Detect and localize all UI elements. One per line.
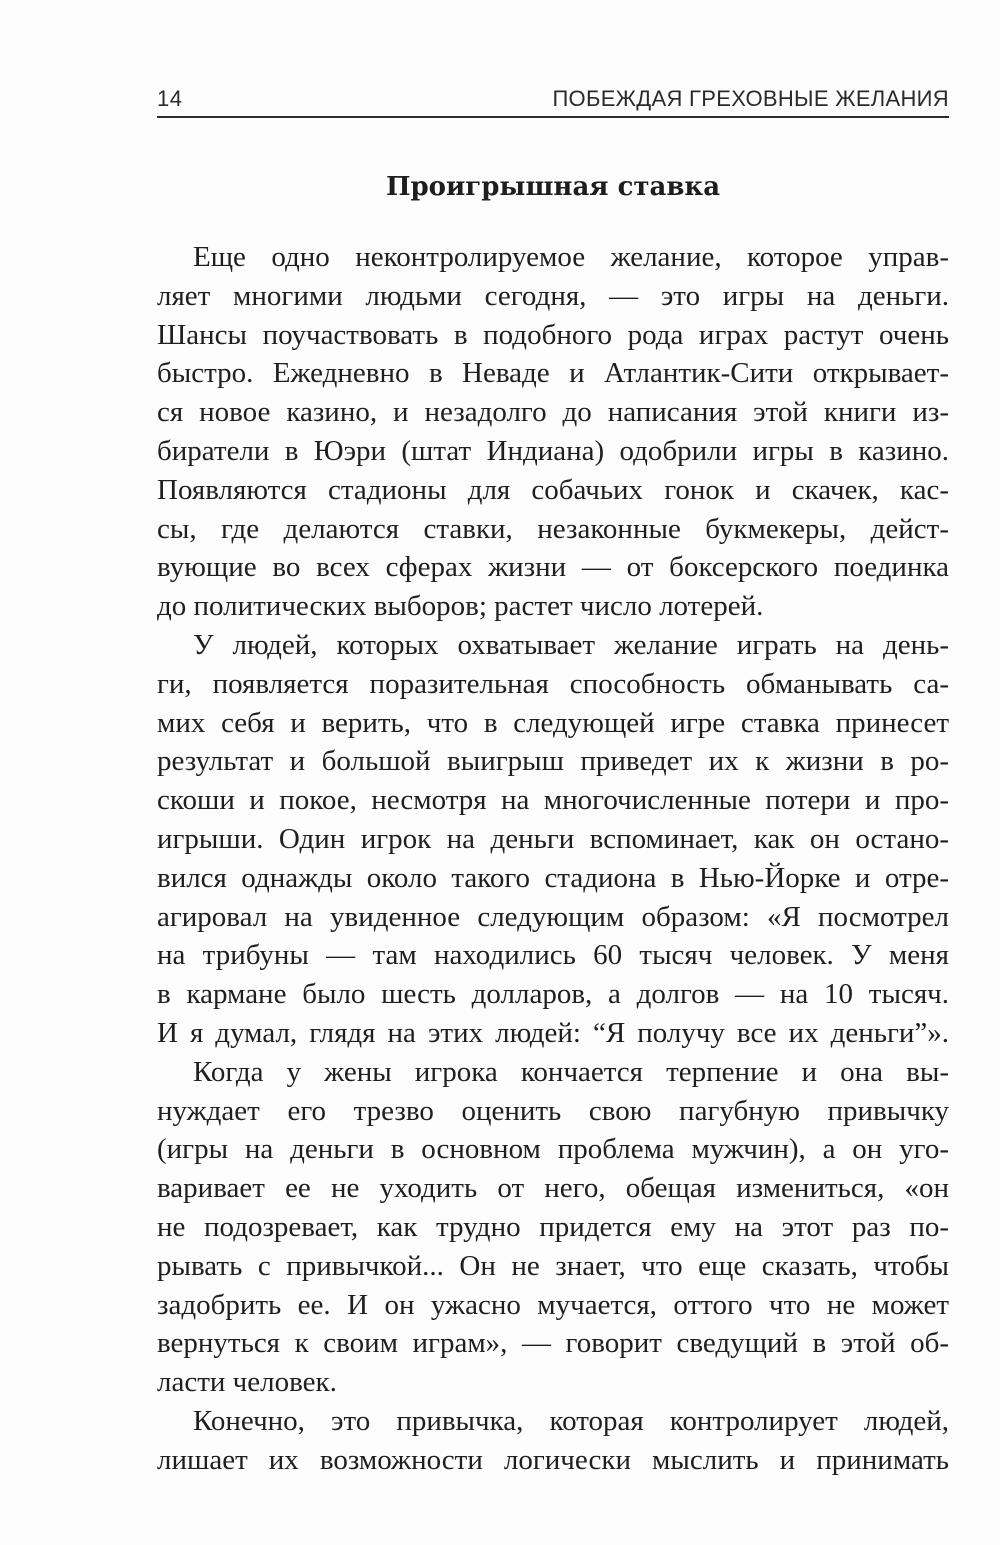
paragraph-2 bbox=[157, 626, 949, 1053]
text-line: Когда у жены игрока кончается терпение и она вы- bbox=[193, 1055, 949, 1088]
text-line: варивает ее не уходить от него, обещая измениться, «он bbox=[157, 1172, 949, 1205]
text-line: результат и большой выигрыш приведет их к жизни в ро- bbox=[157, 745, 949, 778]
text-line: (игры на деньги в основном проблема мужчин), а он уго- bbox=[157, 1133, 949, 1166]
text-line: Шансы поучаствовать в подобного рода играх растут очень bbox=[157, 318, 949, 351]
text-line: ласти человек. bbox=[157, 1366, 337, 1399]
running-header bbox=[157, 84, 949, 118]
text-line: сы, где делаются ставки, незаконные букмекеры, дейст- bbox=[157, 512, 949, 545]
text-line: лишает их возможности логически мыслить и принимать bbox=[157, 1443, 949, 1476]
text-line: Еще одно неконтролируемое желание, которое управ- bbox=[193, 241, 949, 273]
text-line: на трибуны — там находились 60 тысяч человек. У меня bbox=[157, 939, 949, 972]
section-heading: Проигрышная ставка bbox=[385, 172, 721, 202]
text-line: задобрить ее. И он ужасно мучается, оттого что не может bbox=[157, 1288, 949, 1321]
text-line: скоши и покое, несмотря на многочисленные потери и про- bbox=[157, 784, 949, 817]
page-number: 14 bbox=[157, 86, 183, 111]
text-line: в кармане было шесть долларов, а долгов — на 10 тысяч. bbox=[157, 978, 949, 1011]
paragraph-3 bbox=[157, 1053, 949, 1402]
text-line: Появляются стадионы для собачьих гонок и скачек, кас- bbox=[157, 473, 949, 506]
text-line: У людей, которых охватывает желание играть на день- bbox=[193, 628, 949, 661]
paragraph-4 bbox=[157, 1402, 949, 1480]
book-title: ПОБЕЖДАЯ ГРЕХОВНЫЕ ЖЕЛАНИЯ bbox=[552, 86, 949, 111]
text-line: ляет многими людьми сегодня, — это игры на деньги. bbox=[157, 279, 949, 312]
text-line: вился однажды около такого стадиона в Нью-Йорке и отре- bbox=[157, 861, 949, 894]
text-line: вернуться к своим играм», — говорит сведущий в этой об- bbox=[157, 1327, 949, 1360]
text-line: не подозревает, как трудно придется ему на этот раз по- bbox=[157, 1210, 949, 1243]
text-line: рывать с привычкой... Он не знает, что еще сказать, чтобы bbox=[157, 1249, 949, 1282]
text-line: агировал на увиденное следующим образом: «Я посмотрел bbox=[157, 900, 949, 933]
text-line: быстро. Ежедневно в Неваде и Атлантик-Сити открывает- bbox=[157, 357, 949, 390]
body-text bbox=[157, 238, 949, 1480]
paragraph-1 bbox=[157, 238, 949, 626]
text-line: нуждает его трезво оценить свою пагубную привычку bbox=[157, 1094, 949, 1127]
text-line: мих себя и верить, что в следующей игре ставка принесет bbox=[157, 706, 949, 739]
text-line: ги, появляется поразительная способность обманывать са- bbox=[157, 667, 949, 700]
text-line: игрыши. Один игрок на деньги вспоминает, как он остано- bbox=[157, 822, 949, 855]
text-line: ся новое казино, и незадолго до написания этой книги из- bbox=[157, 396, 949, 429]
text-line: вующие во всех сферах жизни — от боксерского поединка bbox=[157, 551, 949, 584]
text-line: Конечно, это привычка, которая контролирует людей, bbox=[193, 1404, 949, 1437]
text-line: до политических выборов; растет число лотерей. bbox=[157, 590, 764, 623]
text-line: И я думал, глядя на этих людей: “Я получу все их деньги”». bbox=[157, 1016, 949, 1049]
text-line: биратели в Юэри (штат Индиана) одобрили игры в казино. bbox=[157, 434, 949, 467]
